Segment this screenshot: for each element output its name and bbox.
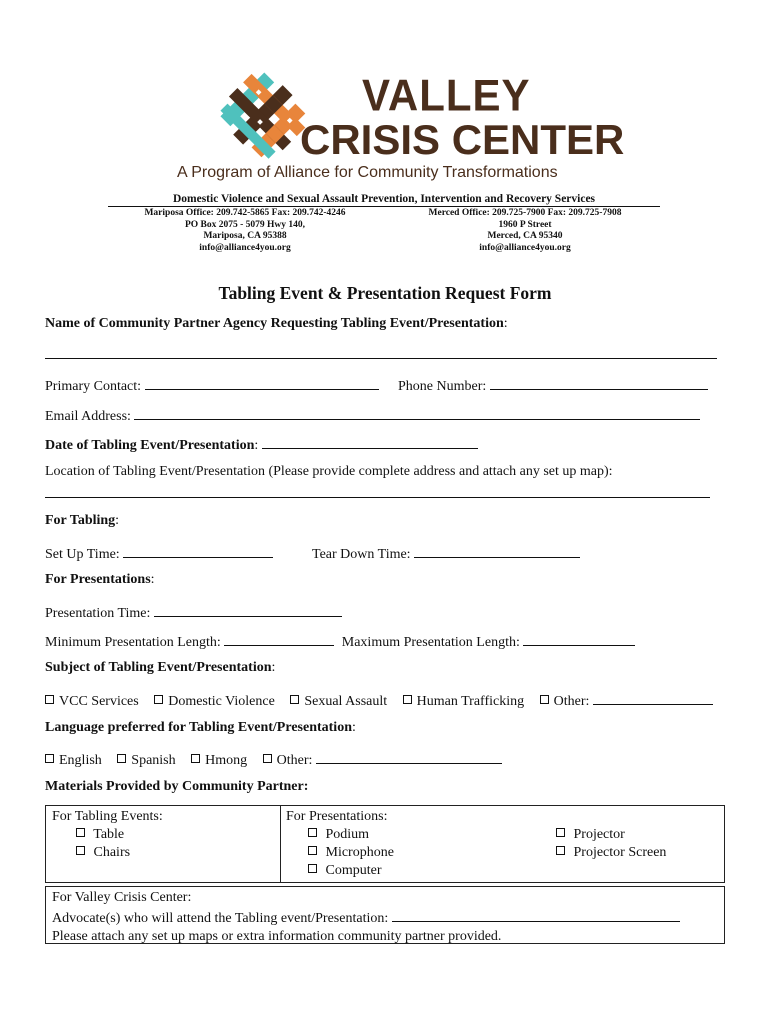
language-row (45, 720, 356, 736)
language-option-hmong[interactable]: Hmong (191, 753, 247, 768)
services-line: Domestic Violence and Sexual Assault Prevention, Intervention and Recovery Services (108, 192, 660, 207)
teardown-label: Tear Down Time: (312, 547, 411, 562)
phone-label: Phone Number: (398, 379, 487, 394)
brand-line1: VALLEY (362, 70, 531, 121)
presentations-colon: : (150, 572, 155, 587)
checkbox-icon (308, 846, 317, 855)
agency-field[interactable] (45, 358, 717, 359)
merced-office (410, 208, 640, 254)
phone-row (398, 375, 708, 395)
material-podium[interactable]: Podium (286, 826, 394, 844)
vcc-line2-row (52, 907, 680, 928)
max-length-field[interactable] (523, 631, 635, 646)
presentation-time-label: Presentation Time: (45, 606, 151, 621)
agency-row (45, 316, 508, 332)
vcc-line3: Please attach any set up maps or extra information community partner provided. (52, 929, 502, 944)
material-table[interactable]: Table (52, 826, 163, 844)
checkbox-icon (540, 695, 549, 704)
location-label: Location of Tabling Event/Presentation (Please provide complete address and attach any set up map): (45, 464, 613, 479)
mariposa-line3: Mariposa, CA 95388 (203, 231, 287, 241)
checkbox-icon (76, 828, 85, 837)
date-row (45, 434, 478, 454)
tabling-materials (52, 808, 163, 862)
presentation-materials-header: For Presentations: (286, 809, 388, 824)
phone-field[interactable] (490, 375, 708, 390)
setup-row (45, 543, 273, 563)
teardown-row (312, 543, 580, 563)
subject-option-dv[interactable]: Domestic Violence (154, 694, 275, 709)
mariposa-line2: PO Box 2075 - 5079 Hwy 140, (184, 219, 306, 230)
presentation-materials (286, 808, 394, 880)
setup-field[interactable] (123, 543, 273, 558)
setup-label: Set Up Time: (45, 547, 120, 562)
checkbox-icon (117, 754, 126, 763)
agency-label: Name of Community Partner Agency Requesting Tabling Event/Presentation (45, 316, 504, 331)
tabling-materials-header: For Tabling Events: (52, 809, 163, 824)
materials-divider (280, 806, 281, 882)
date-label: Date of Tabling Event/Presentation (45, 438, 255, 453)
date-colon: : (254, 438, 259, 453)
email-field[interactable] (134, 405, 700, 420)
primary-contact-field[interactable] (145, 375, 379, 390)
merced-line1: Merced Office: 209.725-7900 Fax: 209.725-7908 (428, 208, 622, 218)
language-other-field[interactable] (316, 749, 502, 764)
vcc-line2: Advocate(s) who will attend the Tabling event/Presentation: (52, 911, 389, 926)
subject-option-vcc[interactable]: VCC Services (45, 694, 139, 709)
teardown-field[interactable] (414, 543, 580, 558)
min-length-field[interactable] (224, 631, 334, 646)
date-field[interactable] (262, 434, 478, 449)
location-field[interactable] (45, 497, 710, 498)
materials-label: Materials Provided by Community Partner: (45, 779, 309, 794)
checkbox-icon (290, 695, 299, 704)
length-row (45, 631, 635, 651)
language-option-english[interactable]: English (45, 753, 102, 768)
vcc-line1: For Valley Crisis Center: (52, 890, 192, 905)
presentation-time-field[interactable] (154, 602, 342, 617)
form-title: Tabling Event & Presentation Request Form (218, 283, 552, 303)
email-row (45, 405, 700, 425)
vcc-text (52, 889, 680, 946)
subject-label: Subject of Tabling Event/Presentation (45, 660, 272, 675)
mariposa-line1: Mariposa Office: 209.742-5865 Fax: 209.742-4246 (144, 208, 346, 218)
brand-line2: CRISIS CENTER (300, 116, 625, 163)
subject-other-field[interactable] (593, 690, 713, 705)
primary-contact-label: Primary Contact: (45, 379, 142, 394)
presentations-row (45, 572, 155, 588)
extra-materials (556, 826, 666, 862)
checkbox-icon (556, 846, 565, 855)
material-projector[interactable]: Projector (556, 826, 666, 844)
location-row (45, 464, 613, 480)
checkbox-icon (308, 828, 317, 837)
checkbox-icon (191, 754, 200, 763)
email-label: Email Address: (45, 409, 131, 424)
checkbox-icon (154, 695, 163, 704)
subject-option-other[interactable]: Other: (540, 694, 590, 709)
for-presentations-label: For Presentations (45, 572, 151, 587)
merced-line3: Merced, CA 95340 (487, 231, 563, 241)
mariposa-email: info@alliance4you.org (199, 242, 291, 253)
language-option-other[interactable]: Other: (263, 753, 313, 768)
for-tabling-label: For Tabling (45, 513, 116, 528)
checkbox-icon (45, 695, 54, 704)
checkbox-icon (556, 828, 565, 837)
tabling-row (45, 513, 119, 529)
subject-colon: : (271, 660, 276, 675)
material-chairs[interactable]: Chairs (52, 844, 163, 862)
checkbox-icon (76, 846, 85, 855)
min-length-label: Minimum Presentation Length: (45, 635, 221, 650)
material-microphone[interactable]: Microphone (286, 844, 394, 862)
subject-options (45, 690, 713, 710)
tagline: A Program of Alliance for Community Transformations (177, 164, 558, 181)
mariposa-office (120, 208, 370, 254)
presentation-time-row (45, 602, 342, 622)
merced-line2: 1960 P Street (498, 219, 552, 230)
max-length-label: Maximum Presentation Length: (341, 635, 520, 650)
contact-row (45, 375, 379, 395)
subject-row (45, 660, 275, 676)
tabling-colon: : (115, 513, 120, 528)
language-label: Language preferred for Tabling Event/Presentation (45, 720, 352, 735)
language-option-spanish[interactable]: Spanish (117, 753, 175, 768)
checkbox-icon (45, 754, 54, 763)
agency-colon: : (503, 316, 508, 331)
language-colon: : (351, 720, 356, 735)
checkbox-icon (308, 864, 317, 873)
checkbox-icon (403, 695, 412, 704)
checkbox-icon (263, 754, 272, 763)
subject-option-ht[interactable]: Human Trafficking (403, 694, 524, 709)
material-projector-screen[interactable]: Projector Screen (556, 844, 666, 862)
subject-option-sa[interactable]: Sexual Assault (290, 694, 387, 709)
language-options (45, 749, 502, 769)
merced-email: info@alliance4you.org (479, 242, 571, 253)
material-computer[interactable]: Computer (286, 862, 394, 880)
advocate-field[interactable] (392, 907, 680, 922)
